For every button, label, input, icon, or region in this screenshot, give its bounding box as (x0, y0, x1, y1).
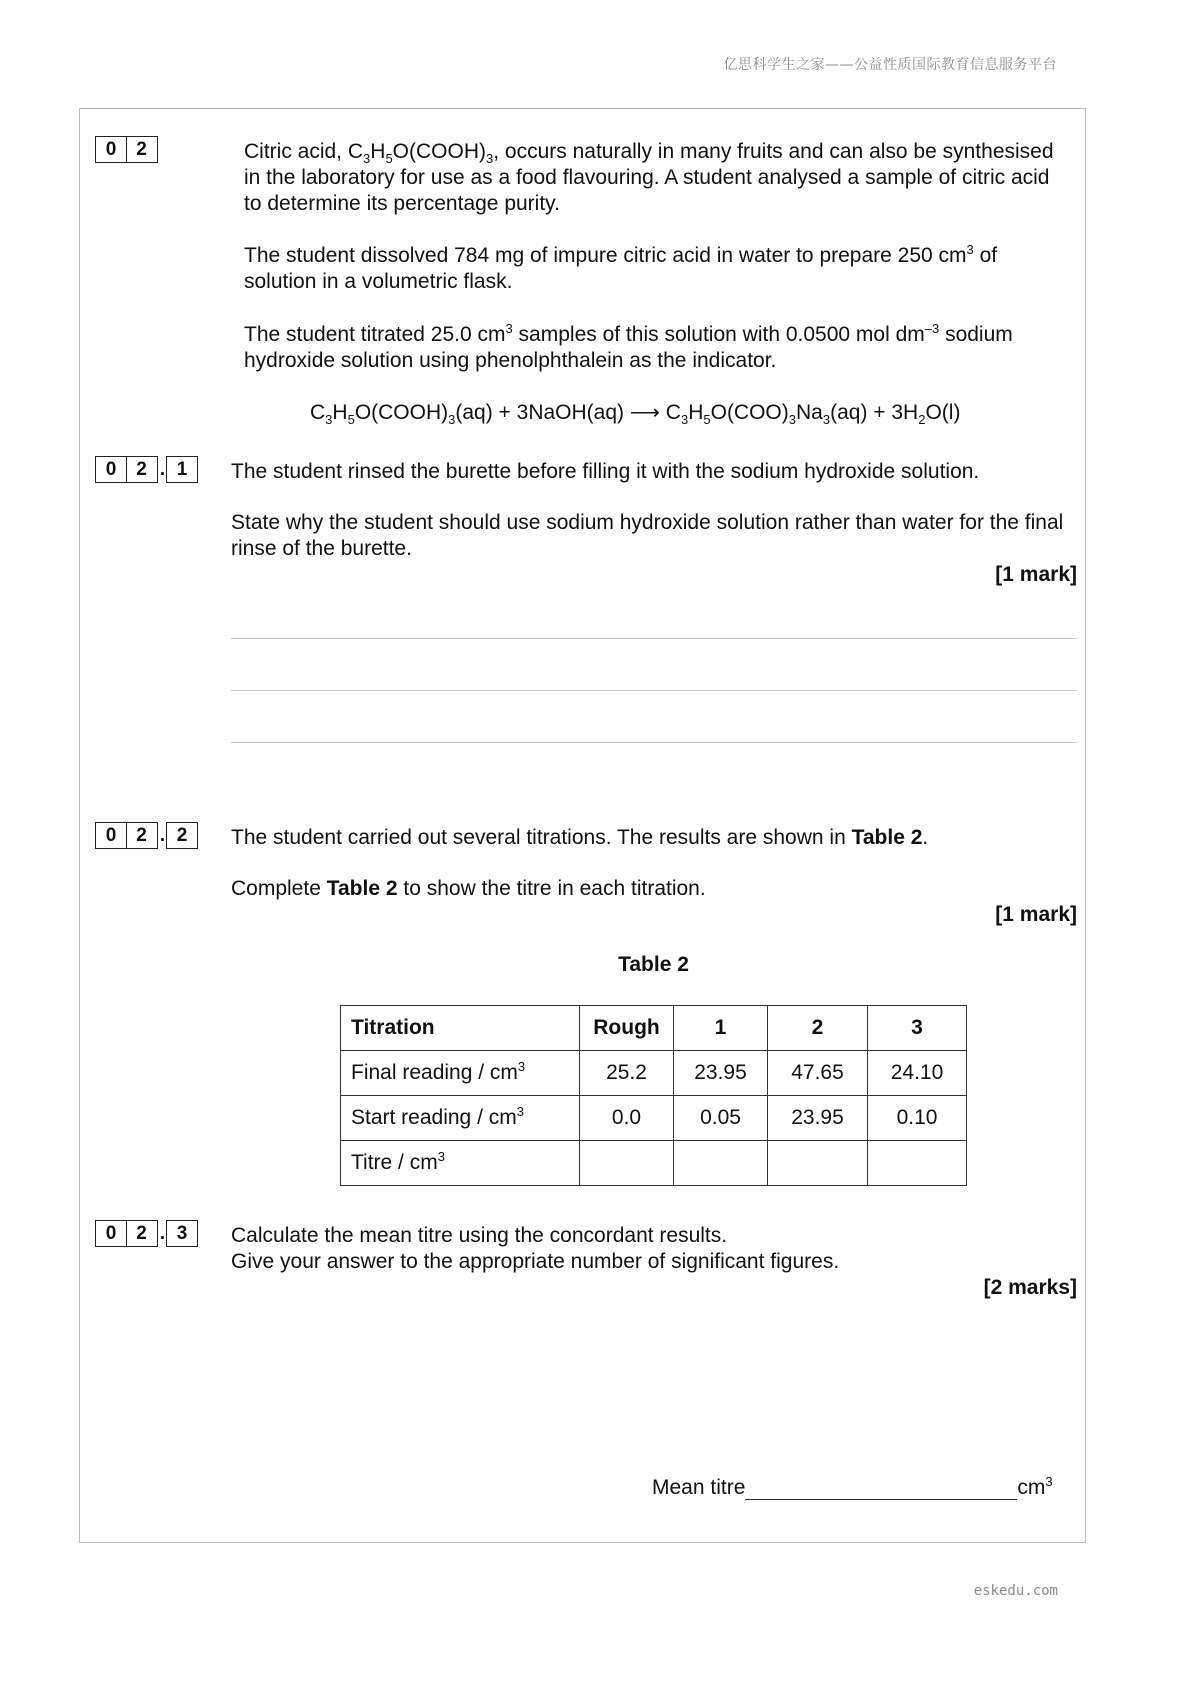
question-number (95, 136, 158, 163)
row-label: Final reading / $cm^3$ (341, 1051, 580, 1096)
table-header-cell: Rough (580, 1006, 674, 1051)
titre-input-cell[interactable] (580, 1141, 674, 1186)
part-number-dot: . (159, 824, 166, 846)
question-number-digit: 2 (126, 136, 158, 163)
part-number-digit: 0 (95, 822, 127, 849)
table-cell: 23.95 (768, 1096, 868, 1141)
mean-titre-unit: $cm^3$ (1017, 1474, 1053, 1499)
part-number-dot: . (159, 458, 166, 480)
part-number-digit: 3 (166, 1220, 198, 1247)
titre-input-cell[interactable] (768, 1141, 868, 1186)
titre-input-cell[interactable] (868, 1141, 967, 1186)
mean-titre-label: Mean titre (652, 1476, 746, 1499)
part-number-digit: 2 (126, 456, 158, 483)
table-row (341, 1141, 967, 1186)
part-number-02-2 (95, 822, 198, 849)
footer-site-name: eskedu.com (973, 1583, 1058, 1599)
part-number-02-3 (95, 1220, 198, 1247)
titration-results-table (340, 1005, 967, 1186)
header-site-name: 亿思科学生之家——公益性质国际教育信息服务平台 (723, 57, 1057, 73)
table-cell: 0.05 (674, 1096, 768, 1141)
intro-paragraph-3: The student titrated 25.0 $cm^3$ samples of this solution with 0.0500 mol $dm^{-3}$ sodium hydroxide solution using phenolphthalein as the indicator. (244, 321, 1013, 372)
table-cell: 0.10 (868, 1096, 967, 1141)
part-number-dot: . (159, 1222, 166, 1244)
table-header-cell: 2 (768, 1006, 868, 1051)
mean-titre-input[interactable] (745, 1477, 1017, 1500)
part-number-02-1 (95, 456, 198, 483)
intro-paragraph-2: The student dissolved 784 mg of impure citric acid in water to prepare 250 $cm^3$ of solution in a volumetric flask. (244, 242, 998, 293)
part-number-digit: 2 (126, 1220, 158, 1247)
part-number-digit: 0 (95, 1220, 127, 1247)
part-02-1-line-1: The student rinsed the burette before filling it with the sodium hydroxide solution. (231, 460, 980, 483)
table-header-cell: 3 (868, 1006, 967, 1051)
part-number-digit: 2 (166, 822, 198, 849)
part-02-2-marks: [1 mark] (995, 903, 1077, 926)
table-cell: 25.2 (580, 1051, 674, 1096)
part-02-1-marks: [1 mark] (995, 563, 1077, 586)
question-number-digit: 0 (95, 136, 127, 163)
table-header-cell: 1 (674, 1006, 768, 1051)
part-02-2-line-2: Complete Table 2 to show the titre in each titration. (231, 877, 706, 900)
titre-input-cell[interactable] (674, 1141, 768, 1186)
part-02-1-line-2: State why the student should use sodium hydroxide solution rather than water for the final rinse of the burette. (231, 511, 1064, 560)
part-number-digit: 2 (126, 822, 158, 849)
table-cell: 24.10 (868, 1051, 967, 1096)
table-row (341, 1096, 967, 1141)
table-cell: 0.0 (580, 1096, 674, 1141)
part-number-digit: 1 (166, 456, 198, 483)
answer-line[interactable] (231, 638, 1077, 639)
part-number-digit: 0 (95, 456, 127, 483)
answer-line[interactable] (231, 742, 1077, 743)
table-cell: 47.65 (768, 1051, 868, 1096)
row-label: Titre / $cm^3$ (341, 1141, 580, 1186)
row-label: Start reading / $cm^3$ (341, 1096, 580, 1141)
table-cell: 23.95 (674, 1051, 768, 1096)
part-02-3-line-1: Calculate the mean titre using the concordant results. (231, 1224, 728, 1247)
part-02-2-line-1: The student carried out several titrations. The results are shown in Table 2. (231, 826, 929, 849)
part-02-3-marks: [2 marks] (983, 1276, 1077, 1299)
table-header-cell: Titration (341, 1006, 580, 1051)
mean-titre-answer (652, 1476, 1053, 1500)
intro-paragraph-1: Citric acid, $C_3H_5O(COOH)_3$, occurs naturally in many fruits and can also be synthesised in the laboratory for use as a food flavouring. A student analysed a sample of citric acid to determine its percentage purity. (244, 140, 1054, 215)
answer-line[interactable] (231, 690, 1077, 691)
table-title: Table 2 (618, 953, 689, 976)
table-row (341, 1051, 967, 1096)
part-02-3-line-2: Give your answer to the appropriate number of significant figures. (231, 1250, 840, 1273)
reaction-equation: $C_3H_5O(COOH)_3(aq)$ + 3NaOH(aq) ⟶ $C_3H_5O(COO)_3Na_3(aq) + 3H_2O(l)$ (310, 401, 961, 428)
table-header-row (341, 1006, 967, 1051)
